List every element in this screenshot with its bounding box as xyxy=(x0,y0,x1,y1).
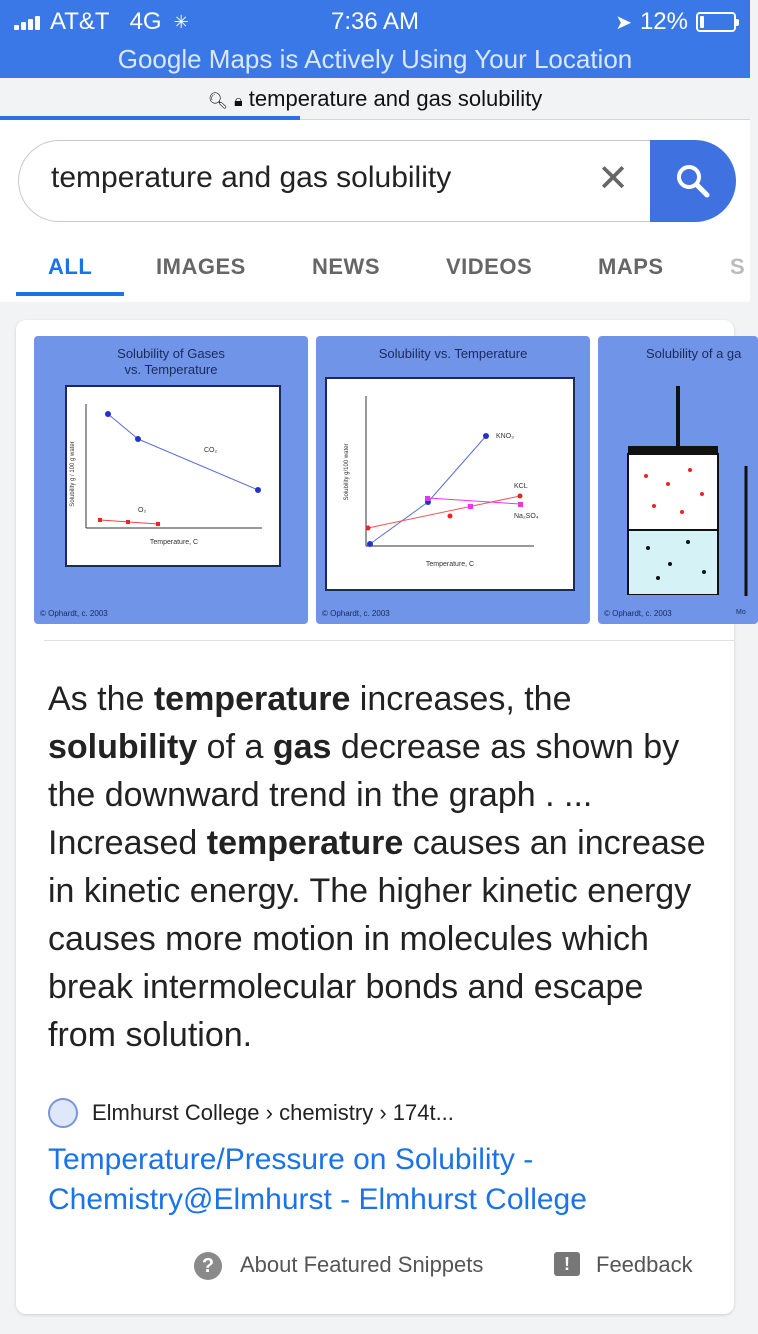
url-text: temperature and gas solubility xyxy=(248,86,543,111)
series-label-kno3: KNO₃ xyxy=(496,433,515,440)
image-thumbnail-3[interactable] xyxy=(598,336,758,624)
thumbnail-credit: © Ophardt, c. 2003 xyxy=(604,609,672,618)
search-input[interactable] xyxy=(18,140,726,222)
clear-icon[interactable]: ✕ xyxy=(597,158,629,200)
battery-percent: 12% xyxy=(639,8,688,35)
tab-videos[interactable]: VIDEOS xyxy=(446,254,533,279)
image-carousel[interactable] xyxy=(16,320,746,640)
thumbnail-credit: © Ophardt, c. 2003 xyxy=(40,609,108,618)
y-axis-label: Solubility g / 100 g water xyxy=(70,441,76,507)
activity-icon: ✳ xyxy=(173,11,189,32)
url-bar[interactable] xyxy=(0,80,750,120)
feedback-icon[interactable]: ! xyxy=(554,1252,580,1276)
location-banner[interactable]: Google Maps is Actively Using Your Location xyxy=(0,42,750,78)
series-label-kcl: KCL xyxy=(514,483,528,490)
source-breadcrumb: Elmhurst College › chemistry › 174t... xyxy=(92,1100,454,1125)
globe-icon xyxy=(48,1098,78,1128)
result-title-link[interactable]: Temperature/Pressure on Solubility - Chemistry@Elmhurst - Elmhurst College xyxy=(48,1143,587,1216)
search-icon xyxy=(674,162,712,200)
thumbnail-title: Solubility vs. Temperature xyxy=(378,346,528,361)
network-label: 4G xyxy=(129,8,162,35)
help-icon[interactable]: ? xyxy=(194,1252,222,1280)
salt-solubility-graph xyxy=(324,376,584,596)
active-tab-indicator xyxy=(16,292,124,296)
x-axis-label: Temperature, C xyxy=(425,561,475,568)
tab-all[interactable]: ALL xyxy=(48,254,93,279)
x-axis-label: Temperature, C xyxy=(149,539,199,546)
image-thumbnail-1[interactable] xyxy=(34,336,308,624)
featured-snippet-card xyxy=(16,320,746,1314)
lock-icon: 🔒︎ xyxy=(234,93,243,110)
series-label-o2: O₂ xyxy=(138,507,147,514)
snippet-text: As the temperature increases, the solubility of a gas decrease as shown by the downward trend in the graph . ... Increased temperature causes an increase in kinetic energy. The higher kinetic energy causes more motion in molecules which break intermolecular bonds and escape from solution. xyxy=(48,680,706,1054)
status-right xyxy=(615,8,736,36)
divider xyxy=(44,640,734,641)
image-thumbnail-2[interactable] xyxy=(316,336,590,624)
snippet-footer xyxy=(16,1248,734,1288)
about-featured-snippets-link[interactable]: About Featured Snippets xyxy=(240,1252,484,1277)
thumbnail-label: Mo xyxy=(736,609,746,616)
location-arrow-icon: ➤ xyxy=(615,11,632,34)
status-bar xyxy=(0,0,750,42)
battery-icon xyxy=(696,12,736,32)
tab-maps[interactable]: MAPS xyxy=(598,254,664,279)
series-label-na2so4: Na₂SO₄ xyxy=(514,513,539,520)
result-source xyxy=(48,1098,454,1128)
thumbnail-title: Solubility of a ga xyxy=(646,346,742,361)
tab-news[interactable]: NEWS xyxy=(312,254,380,279)
carrier-label: AT&T xyxy=(50,8,110,35)
gas-solubility-graph xyxy=(46,384,302,574)
search-header xyxy=(0,120,750,302)
tab-images[interactable]: IMAGES xyxy=(156,254,246,279)
series-label-co2: CO₂ xyxy=(204,447,218,454)
search-button[interactable] xyxy=(650,140,736,222)
y-axis-label: Solubility g/100 water xyxy=(344,443,350,501)
thumbnail-title: Solubility of Gases vs. Temperature xyxy=(117,346,225,377)
thumbnail-credit: © Ophardt, c. 2003 xyxy=(322,609,390,618)
status-time: 7:36 AM xyxy=(330,8,420,35)
search-query-text: temperature and gas solubility xyxy=(51,161,452,194)
feedback-link[interactable]: Feedback xyxy=(596,1252,693,1277)
tab-more[interactable]: S xyxy=(730,254,746,279)
search-icon: 🔍︎ xyxy=(207,93,229,110)
